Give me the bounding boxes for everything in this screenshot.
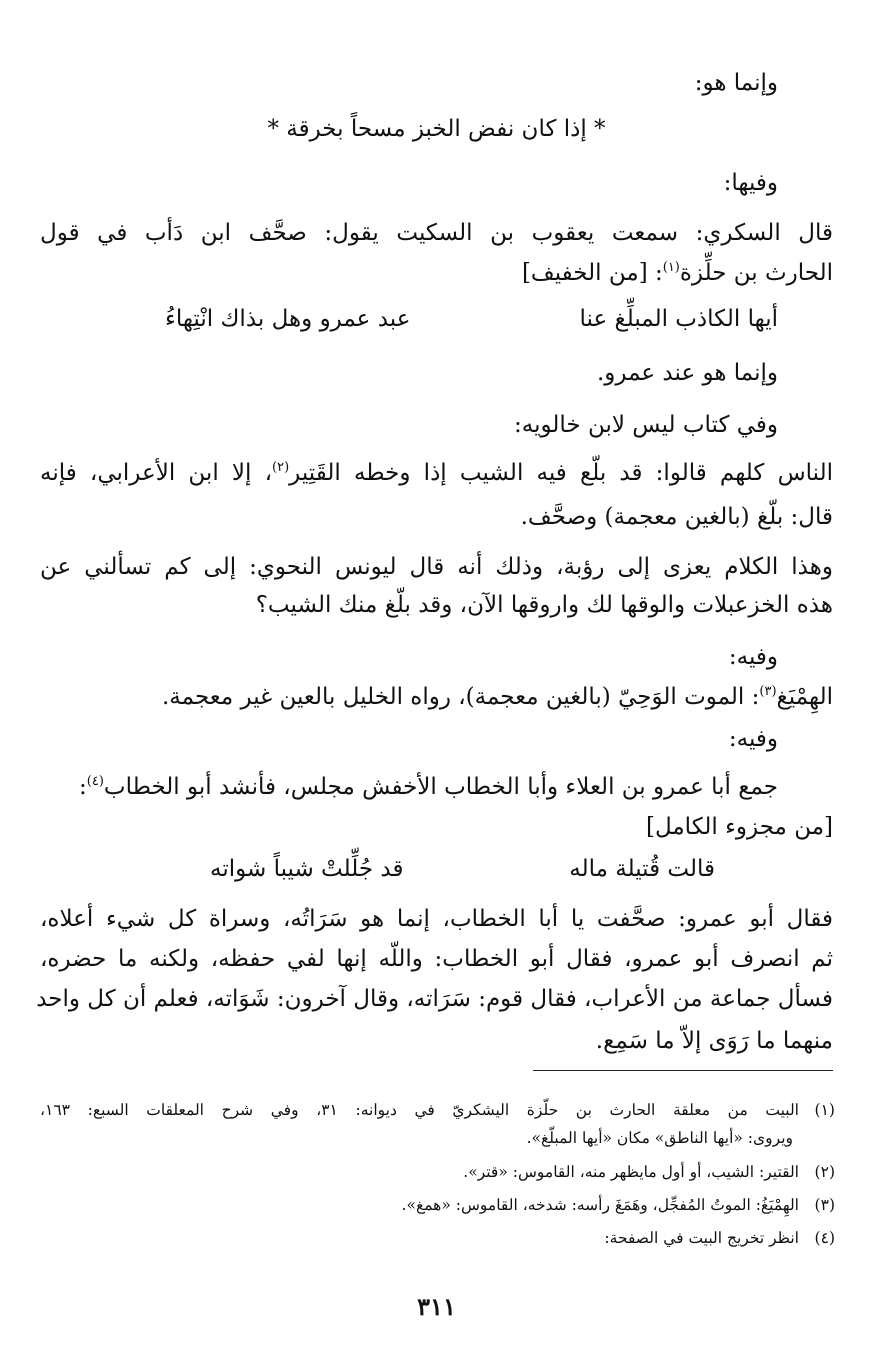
verse-hemistich-1: قالت قُتيلة ماله [569,856,715,882]
footnote-text: القتير: الشيب، أو أول مايظهر منه، القاموس: «قتر». [463,1163,799,1181]
quoted-verse: * إذا كان نفض الخبز مسحاً بخرقة * [267,116,606,142]
verse-hemistich-1: أيها الكاذب المبلِّغ عنا [579,306,778,332]
text-run: جمع أبا عمرو بن العلاء وأبا الخطاب الأخفش مجلس، فأنشد أبو الخطاب [103,774,778,800]
paragraph-line [40,456,833,490]
text-run: : [من الخفيف] [521,260,663,286]
footnote-text: انظر تخريج البيت في الصفحة: [604,1229,799,1247]
footnote-number: (٢) [814,1163,835,1181]
footnote-3 [40,1193,835,1217]
verse-hemistich-2: قد جُلِّلتْ شيباً شواته [210,856,404,882]
paragraph-line [40,770,778,804]
paragraph-line: وهذا الكلام يعزى إلى رؤبة، وذلك أنه قال ليونس النحوي: إلى كم تسألني عن [40,554,833,580]
text-line: وإنما هو عند عمرو. [596,360,778,386]
footnote-4 [40,1226,835,1250]
footnote-2 [40,1160,835,1184]
text-run: الهِمْيَغ [776,684,833,710]
footnote-number: (١) [814,1101,835,1119]
paragraph-line: قال السكري: سمعت يعقوب بن السكيت يقول: صحَّف ابن دَأب في قول [40,220,833,246]
footnote-ref: (٤) [86,774,104,789]
text-line: وفيها: [723,170,778,196]
footnote-ref: (١) [662,260,680,275]
text-line: وفيه: [728,644,778,670]
paragraph-line: هذه الخزعبلات والوقها لك واروقها الآن، وقد بلّغ منك الشيب؟ [255,592,833,618]
text-line: وفيه: [728,726,778,752]
paragraph-line: ثم انصرف أبو عمرو، فقال أبو الخطاب: واللّه إنها لفي حفظه، ولكنه ما حضره، [40,946,833,972]
paragraph-line [40,256,833,290]
footnote-ref: (٢) [272,460,290,475]
text-run: ، إلا ابن الأعرابي، فإنه [40,460,273,486]
meter-label: [من مجزوء الكامل] [645,814,833,840]
text-run: : [79,774,87,800]
paragraph-line [40,680,833,714]
page-number: ٣١١ [417,1292,456,1321]
footnote-number: (٣) [814,1196,835,1214]
footnote-number: (٤) [814,1229,835,1247]
footnote-1-continued: ويروى: «أيها الناطق» مكان «أيها المبلّغ». [526,1129,793,1147]
footnote-text: البيت من معلقة الحارث بن حلّزة اليشكريّ في ديوانه: ٣١، وفي شرح المعلقات السبع: ١٦٣، [40,1101,799,1119]
text-run: الحارث بن حلِّزة [679,260,833,286]
paragraph-line: فقال أبو عمرو: صحَّفت يا أبا الخطاب، إنما هو سَرَاتُه، وسراة كل شيء أعلاه، [40,906,833,932]
footnote-1 [40,1098,835,1122]
paragraph-line: فسأل جماعة من الأعراب، فقال قوم: سَرَاته، وقال آخرون: شَوَاته، فعلم أن كل واحد [36,986,833,1012]
text-run: : الموت الوَحِيّ (بالغين معجمة)، رواه الخليل بالعين غير معجمة. [162,684,760,710]
footnote-ref: (٣) [759,684,777,699]
paragraph-line: منهما ما رَوَى إلاّ ما سَمِع. [595,1028,833,1054]
paragraph-line: قال: بلّغ (بالغين معجمة) وصحَّف. [520,504,833,530]
verse-hemistich-2: عبد عمرو وهل بذاك انْتِهاءُ [165,306,411,332]
text-run: الناس كلهم قالوا: قد بلّع فيه الشيب إذا وخطه القَتِير [289,460,833,486]
text-line: وفي كتاب ليس لابن خالويه: [514,412,778,438]
text-line: وإنما هو: [694,70,778,96]
footnote-text: الهِمْيَغُ: الموتُ المُفجِّل، وهَمَغَ رأسه: شدخه، القاموس: «همغ». [401,1196,799,1214]
footnote-separator [533,1070,833,1071]
